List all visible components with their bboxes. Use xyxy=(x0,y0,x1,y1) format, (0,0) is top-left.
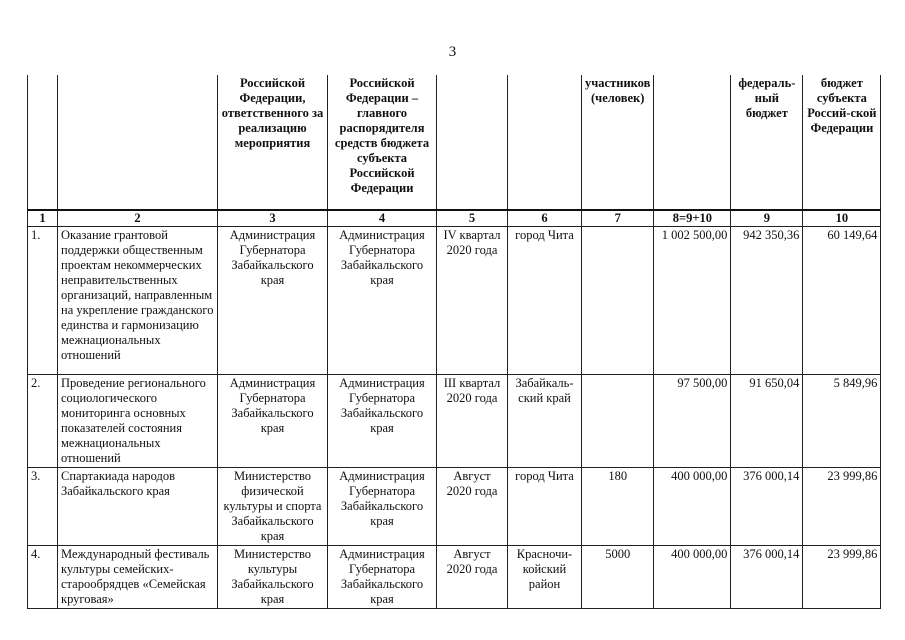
budget-distributor: Администрация Губернатора Забайкальского края xyxy=(328,546,437,609)
header-cell: участников (человек) xyxy=(582,75,654,210)
column-number: 8=9+10 xyxy=(654,210,731,227)
budget-distributor: Администрация Губернатора Забайкальского края xyxy=(328,227,437,375)
table-header-row xyxy=(28,75,881,210)
column-number: 5 xyxy=(437,210,508,227)
responsible-body: Администрация Губернатора Забайкальского края xyxy=(218,375,328,468)
total-amount: 97 500,00 xyxy=(654,375,731,468)
regional-budget-amount: 23 999,86 xyxy=(803,546,881,609)
row-number: 1. xyxy=(28,227,58,375)
total-amount: 400 000,00 xyxy=(654,468,731,546)
header-cell xyxy=(654,75,731,210)
header-cell: бюджет субъекта Россий-ской Федерации xyxy=(803,75,881,210)
header-cell: Российской Федерации, ответственного за реализацию мероприятия xyxy=(218,75,328,210)
column-number: 7 xyxy=(582,210,654,227)
row-number: 2. xyxy=(28,375,58,468)
budget-distributor: Администрация Губернатора Забайкальского края xyxy=(328,375,437,468)
event-period: III квартал 2020 года xyxy=(437,375,508,468)
federal-budget-amount: 376 000,14 xyxy=(731,546,803,609)
participants-count xyxy=(582,375,654,468)
event-place: Забайкаль-ский край xyxy=(508,375,582,468)
federal-budget-amount: 942 350,36 xyxy=(731,227,803,375)
participants-count: 5000 xyxy=(582,546,654,609)
row-number: 3. xyxy=(28,468,58,546)
responsible-body: Министерство культуры Забайкальского края xyxy=(218,546,328,609)
federal-budget-amount: 91 650,04 xyxy=(731,375,803,468)
column-number: 3 xyxy=(218,210,328,227)
event-name: Международный фестиваль культуры семейских-старообрядцев «Семейская круговая» xyxy=(58,546,218,609)
event-period: IV квартал 2020 года xyxy=(437,227,508,375)
table-row xyxy=(28,468,881,546)
header-cell xyxy=(58,75,218,210)
column-numbers-row xyxy=(28,210,881,227)
header-cell: Российской Федерации – главного распорядителя средств бюджета субъекта Российской Федерации xyxy=(328,75,437,210)
header-cell xyxy=(437,75,508,210)
table-row xyxy=(28,546,881,609)
total-amount: 400 000,00 xyxy=(654,546,731,609)
regional-budget-amount: 23 999,86 xyxy=(803,468,881,546)
column-number: 9 xyxy=(731,210,803,227)
participants-count xyxy=(582,227,654,375)
column-number: 2 xyxy=(58,210,218,227)
event-name: Проведение регионального социологического мониторинга основных показателей состояния межнациональных отношений xyxy=(58,375,218,468)
regional-budget-amount: 5 849,96 xyxy=(803,375,881,468)
page-number: 3 xyxy=(448,44,457,60)
responsible-body: Администрация Губернатора Забайкальского края xyxy=(218,227,328,375)
responsible-body: Министерство физической культуры и спорта Забайкальского края xyxy=(218,468,328,546)
row-number: 4. xyxy=(28,546,58,609)
column-number: 10 xyxy=(803,210,881,227)
total-amount: 1 002 500,00 xyxy=(654,227,731,375)
event-place: Красночи-койский район xyxy=(508,546,582,609)
budget-distributor: Администрация Губернатора Забайкальского края xyxy=(328,468,437,546)
event-name: Оказание грантовой поддержки общественным проектам некоммерческих неправительственных организаций, направленным на укрепление гражданского единства и гармонизацию межнациональных отношений xyxy=(58,227,218,375)
column-number: 1 xyxy=(28,210,58,227)
federal-budget-amount: 376 000,14 xyxy=(731,468,803,546)
table-row xyxy=(28,227,881,375)
event-name: Спартакиада народов Забайкальского края xyxy=(58,468,218,546)
header-cell xyxy=(508,75,582,210)
events-table xyxy=(27,75,881,609)
header-cell: федераль-ный бюджет xyxy=(731,75,803,210)
column-number: 6 xyxy=(508,210,582,227)
table-row xyxy=(28,375,881,468)
event-period: Август 2020 года xyxy=(437,468,508,546)
column-number: 4 xyxy=(328,210,437,227)
participants-count: 180 xyxy=(582,468,654,546)
event-period: Август 2020 года xyxy=(437,546,508,609)
event-place: город Чита xyxy=(508,227,582,375)
event-place: город Чита xyxy=(508,468,582,546)
header-cell xyxy=(28,75,58,210)
regional-budget-amount: 60 149,64 xyxy=(803,227,881,375)
